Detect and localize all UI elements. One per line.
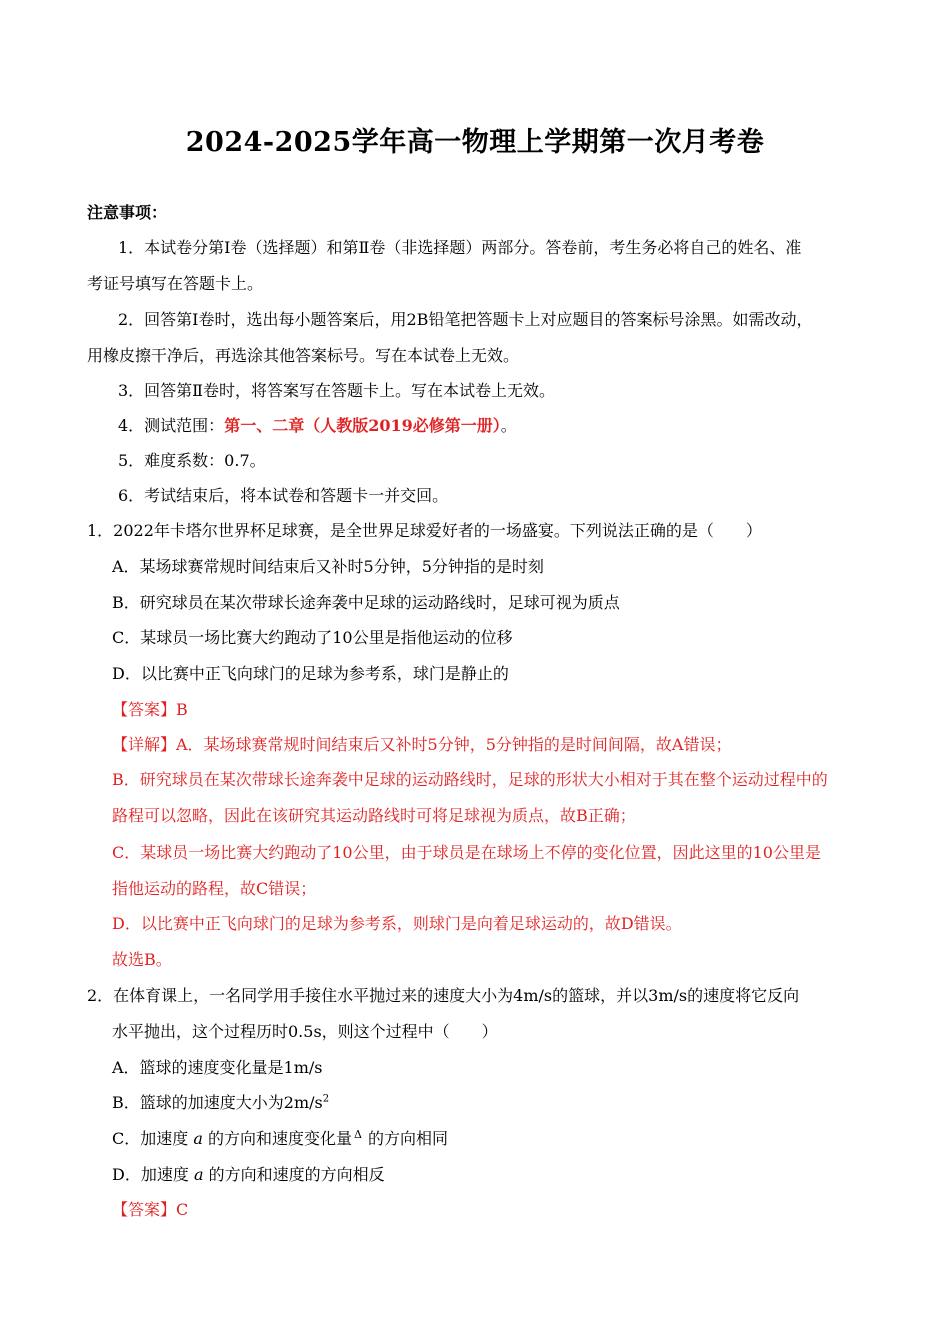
question-2-answer: 【答案】C [112, 1200, 189, 1219]
question-2-option-d-suffix: 的方向和速度的方向相反 [208, 1165, 385, 1184]
question-1-option-d: D．以比赛中正飞向球门的足球为参考系，球门是静止的 [112, 664, 509, 683]
question-2-option-b-text: B．篮球的加速度大小为2m/s [112, 1093, 323, 1112]
notice-item-1-line-2: 考证号填写在答题卡上。 [87, 274, 264, 293]
delta-symbol: Δ [354, 1127, 362, 1141]
page-title: 2024-2025学年高一物理上学期第一次月考卷 [185, 127, 765, 158]
notice-item-4-suffix: 。 [500, 416, 517, 435]
question-2-option-c-mid: 的方向和速度变化量 [207, 1129, 352, 1148]
question-1-option-a: A．某场球赛常规时间结束后又补时5分钟，5分钟指的是时刻 [112, 557, 544, 576]
question-1-option-b: B．研究球员在某次带球长途奔袭中足球的运动路线时，足球可视为质点 [112, 593, 620, 612]
question-2-option-d [112, 1165, 385, 1185]
notice-heading: 注意事项： [87, 203, 168, 222]
notice-item-1-line-1: 1．本试卷分第Ⅰ卷（选择题）和第Ⅱ卷（非选择题）两部分。答卷前，考生务必将自己的姓名、准 [118, 238, 802, 257]
acceleration-variable: a [193, 1165, 204, 1184]
question-1-detail-c-line-2: 指他运动的路程，故C错误； [112, 879, 317, 898]
test-range: 第一、二章（人教版2019必修第一册） [224, 416, 501, 435]
question-1-detail-b-line-2: 路程可以忽略，因此在该研究其运动路线时可将足球视为质点，故B正确； [112, 806, 636, 825]
question-1-detail-c-line-1: C．某球员一场比赛大约跑动了10公里，由于球员是在球场上不停的变化位置，因此这里的10公里是 [112, 843, 821, 862]
question-1-detail-a: 【详解】A．某场球赛常规时间结束后又补时5分钟，5分钟指的是时间间隔，故A错误； [112, 735, 732, 754]
question-2-option-c-suffix: 的方向相同 [367, 1129, 448, 1148]
notice-item-3: 3．回答第Ⅱ卷时，将答案写在答题卡上。写在本试卷上无效。 [118, 381, 556, 400]
squared-superscript: 2 [322, 1093, 330, 1105]
notice-item-5: 5．难度系数：0.7。 [118, 451, 266, 470]
notice-item-6: 6．考试结束后，将本试卷和答题卡一并交回。 [118, 486, 449, 505]
notice-item-4 [118, 416, 517, 436]
question-2-option-c-prefix: C．加速度 [112, 1129, 189, 1148]
question-1-detail-b-line-1: B．研究球员在某次带球长途奔袭中足球的运动路线时，足球的形状大小相对于其在整个运动过程中的 [112, 770, 828, 789]
question-2-option-d-prefix: D．加速度 [112, 1165, 189, 1184]
question-1-answer: 【答案】B [112, 700, 188, 719]
question-2-option-c [112, 1129, 448, 1149]
question-2-option-b [112, 1093, 329, 1113]
question-1-option-c: C．某球员一场比赛大约跑动了10公里是指他运动的位移 [112, 628, 513, 647]
notice-item-4-prefix: 4．测试范围： [118, 416, 225, 435]
notice-item-2-line-2: 用橡皮擦干净后，再选涂其他答案标号。写在本试卷上无效。 [87, 346, 520, 365]
question-2-option-a: A．篮球的速度变化量是1m/s [112, 1058, 323, 1077]
question-1-stem: 1．2022年卡塔尔世界杯足球赛，是全世界足球爱好者的一场盛宴。下列说法正确的是（ ） [87, 521, 762, 540]
notice-item-2-line-1: 2．回答第Ⅰ卷时，选出每小题答案后，用2B铅笔把答题卡上对应题目的答案标号涂黑。如需改动， [118, 310, 813, 329]
question-1-detail-d: D．以比赛中正飞向球门的足球为参考系，则球门是向着足球运动的，故D错误。 [112, 914, 682, 933]
question-1-conclusion: 故选B。 [112, 950, 172, 969]
question-2-stem-line-2: 水平抛出，这个过程历时0.5s，则这个过程中（ ） [112, 1022, 498, 1041]
acceleration-variable: a [193, 1129, 203, 1148]
question-2-stem-line-1: 2．在体育课上，一名同学用手接住水平抛过来的速度大小为4m/s的篮球，并以3m/s的速度将它反向 [87, 986, 800, 1005]
